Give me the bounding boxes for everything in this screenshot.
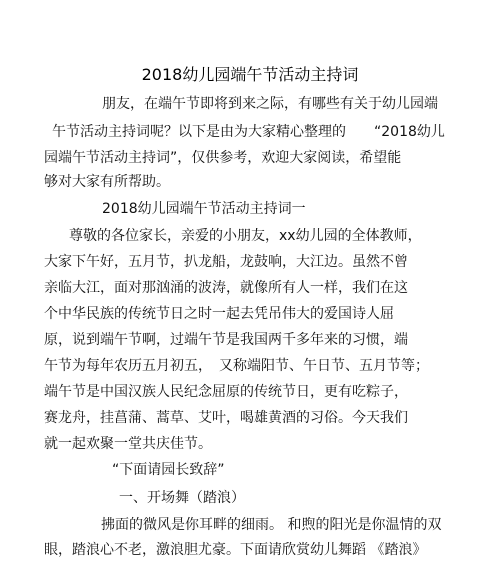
paragraph-line: 原，说到端午节啊，过端午节是我国两千多年来的习惯，端 [44, 332, 408, 348]
paragraph-line: 朋友，在端午节即将到来之际，有哪些有关于幼儿园端 [102, 96, 438, 112]
quoted-line: “下面请园长致辞” [112, 462, 225, 478]
paragraph-line: 拂面的微风是你耳畔的细雨。 和煦的阳光是你温情的双 [101, 517, 442, 533]
paragraph-line: 眼，踏浪心不老，激浪胆尤豪。下面请欣赏幼儿舞蹈 《踏浪》 [44, 542, 427, 558]
paragraph-line: 大家下午好，五月节，扒龙船，龙鼓响，大江边。虽然不曾 [44, 254, 408, 270]
paragraph-line: 够对大家有所帮助。 [44, 174, 170, 190]
paragraph-line: 就一起欢聚一堂共庆佳节。 [44, 436, 212, 452]
document-title: 2018幼儿园端午节活动主持词 [141, 65, 359, 84]
paragraph-line: 午节活动主持词呢？以下是由为大家精心整理的 “2018幼儿 [52, 124, 445, 140]
section-heading: 2018幼儿园端午节活动主持词一 [102, 201, 306, 217]
paragraph-line: 尊敬的各位家长，亲爱的小朋友，xx幼儿园的全体教师， [69, 228, 422, 244]
paragraph-line: 亲临大江，面对那汹涌的波涛，就像所有人一样，我们在这 [44, 280, 408, 296]
paragraph-line: 赛龙舟，挂菖蒲、蒿草、艾叶，喝雄黄酒的习俗。今天我们 [44, 410, 408, 426]
section-heading: 一、开场舞（踏浪） [119, 490, 245, 506]
paragraph-line: 午节为每年农历五月初五， 又称端阳节、午日节、五月节等； [44, 358, 429, 374]
paragraph-line: 园端午节活动主持词”，仅供参考，欢迎大家阅读，希望能 [44, 150, 402, 166]
paragraph-line: 端午节是中国汉族人民纪念屈原的传统节日，更有吃粽子， [44, 384, 408, 400]
paragraph-line: 个中华民族的传统节日之时一起去凭吊伟大的爱国诗人屈 [44, 306, 394, 322]
